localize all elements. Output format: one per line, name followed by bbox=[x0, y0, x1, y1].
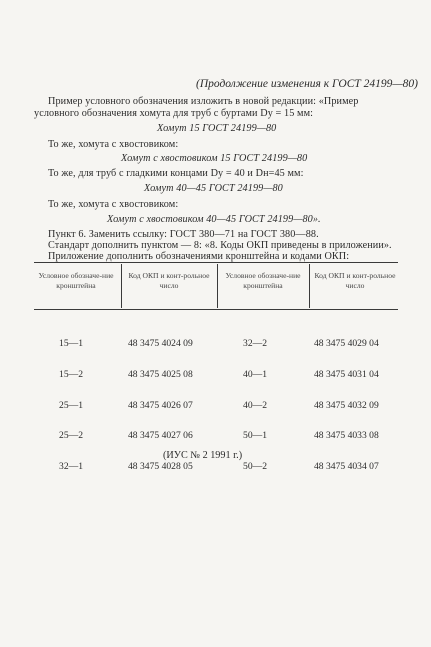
table-cell: 25—2 bbox=[59, 430, 83, 442]
paragraph-same-with-tail: То же, хомута с хвостовиком: bbox=[48, 139, 179, 150]
table-cell: 48 3475 4028 05 bbox=[128, 460, 193, 472]
column-designation-2 bbox=[217, 319, 267, 492]
table-header-rule bbox=[34, 309, 398, 310]
table-cell: 40—1 bbox=[243, 369, 267, 380]
header-okp-code-1: Код ОКП и конт-рольное число bbox=[128, 271, 210, 290]
table-cell: 50—2 bbox=[243, 460, 267, 472]
formula-clamp-tail-15: Хомут с хвостовиком 15 ГОСТ 24199—80 bbox=[121, 153, 308, 164]
paragraph-smooth-ends: То же, для труб с гладкими концами Dy = 40 и Dн=45 мм: bbox=[48, 168, 304, 179]
header-designation-1: Условное обозначе-ние кронштейна bbox=[38, 271, 114, 290]
table-cell: 25—1 bbox=[59, 399, 83, 411]
paragraph-example-line-2: условного обозначения хомута для труб с буртами Dy = 15 мм: bbox=[34, 108, 314, 119]
table-cell: 48 3475 4025 08 bbox=[128, 369, 193, 380]
table-cell: 48 3475 4029 04 bbox=[314, 338, 379, 350]
formula-clamp-15: Хомут 15 ГОСТ 24199—80 bbox=[157, 123, 277, 134]
ius-reference: (ИУС № 2 1991 г.) bbox=[163, 450, 243, 461]
formula-clamp-tail-40-45: Хомут с хвостовиком 40—45 ГОСТ 24199—80». bbox=[107, 214, 321, 225]
table-cell: 32—2 bbox=[243, 338, 267, 350]
table-cell: 48 3475 4033 08 bbox=[314, 430, 379, 442]
table-cell: 48 3475 4027 06 bbox=[128, 430, 193, 442]
paragraph-example-line-1: Пример условного обозначения изложить в новой редакции: «Пример bbox=[48, 96, 359, 107]
table-top-rule bbox=[34, 262, 398, 263]
table-col-divider bbox=[217, 264, 218, 308]
table-cell: 50—1 bbox=[243, 430, 267, 442]
table-cell: 48 3475 4031 04 bbox=[314, 369, 379, 380]
table-cell: 48 3475 4032 09 bbox=[314, 399, 379, 411]
column-okp-code-2 bbox=[314, 319, 379, 492]
paragraph-standard-addition: Стандарт дополнить пунктом — 8: «8. Коды ОКП приведены в приложении». bbox=[48, 240, 392, 251]
header-okp-code-2: Код ОКП и конт-рольное число bbox=[314, 271, 396, 290]
table-cell: 15—1 bbox=[59, 338, 83, 350]
column-okp-code-1 bbox=[128, 319, 193, 492]
table-col-divider bbox=[121, 264, 122, 308]
header-designation-2: Условное обозначе-ние кронштейна bbox=[225, 271, 301, 290]
table-col-divider bbox=[309, 264, 310, 308]
paragraph-appendix-addition: Приложение дополнить обозначениями кронштейна и кодами ОКП: bbox=[48, 251, 350, 262]
table-cell: 48 3475 4034 07 bbox=[314, 460, 379, 472]
table-cell: 15—2 bbox=[59, 369, 83, 380]
continuation-header: (Продолжение изменения к ГОСТ 24199—80) bbox=[196, 78, 418, 90]
table-cell: 32—1 bbox=[59, 460, 83, 472]
table-cell: 48 3475 4026 07 bbox=[128, 399, 193, 411]
table-cell: 48 3475 4024 09 bbox=[128, 338, 193, 350]
paragraph-same-with-tail-2: То же, хомута с хвостовиком: bbox=[48, 199, 179, 210]
column-designation-1 bbox=[34, 319, 83, 492]
paragraph-point-6: Пункт 6. Заменить ссылку: ГОСТ 380—71 на ГОСТ 380—88. bbox=[48, 229, 319, 240]
table-cell: 40—2 bbox=[243, 399, 267, 411]
formula-clamp-40-45: Хомут 40—45 ГОСТ 24199—80 bbox=[144, 183, 283, 194]
